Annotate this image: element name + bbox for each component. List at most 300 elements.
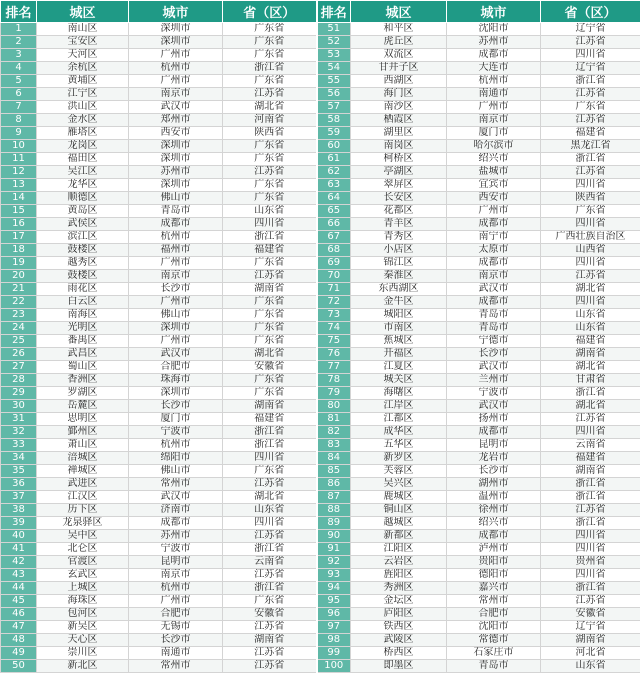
cell-district-right: 湖里区 — [351, 127, 447, 140]
cell-province-left: 四川省 — [223, 452, 317, 465]
cell-city-left: 广州市 — [129, 335, 223, 348]
cell-city-right: 成都市 — [447, 426, 541, 439]
cell-province-left: 广东省 — [223, 387, 317, 400]
cell-city-right: 兰州市 — [447, 374, 541, 387]
cell-province-right: 湖南省 — [541, 634, 640, 647]
cell-city-left: 深圳市 — [129, 23, 223, 36]
header-district-right: 城区 — [351, 1, 447, 23]
cell-district-left: 崇川区 — [37, 647, 129, 660]
table-row — [1, 244, 640, 257]
cell-district-left: 蜀山区 — [37, 361, 129, 374]
cell-rank-right: 98 — [317, 634, 351, 647]
cell-city-left: 南京市 — [129, 270, 223, 283]
cell-district-left: 金水区 — [37, 114, 129, 127]
cell-rank-left: 12 — [1, 166, 37, 179]
cell-district-left: 余杭区 — [37, 62, 129, 75]
cell-province-left: 江苏省 — [223, 530, 317, 543]
table-row — [1, 75, 640, 88]
cell-district-left: 吴江区 — [37, 166, 129, 179]
cell-rank-right: 90 — [317, 530, 351, 543]
cell-city-left: 佛山市 — [129, 465, 223, 478]
cell-city-right: 哈尔滨市 — [447, 140, 541, 153]
cell-province-right: 山西省 — [541, 244, 640, 257]
cell-province-left: 广东省 — [223, 335, 317, 348]
table-row — [1, 127, 640, 140]
cell-province-left: 浙江省 — [223, 582, 317, 595]
cell-rank-right: 56 — [317, 88, 351, 101]
cell-province-left: 云南省 — [223, 556, 317, 569]
cell-city-left: 深圳市 — [129, 153, 223, 166]
table-row — [1, 322, 640, 335]
cell-city-left: 深圳市 — [129, 387, 223, 400]
cell-province-left: 广东省 — [223, 595, 317, 608]
table-row — [1, 478, 640, 491]
table-row — [1, 335, 640, 348]
cell-district-left: 龙华区 — [37, 179, 129, 192]
header-province-left: 省（区） — [223, 1, 317, 23]
cell-rank-left: 48 — [1, 634, 37, 647]
cell-province-right: 辽宁省 — [541, 62, 640, 75]
table-row — [1, 660, 640, 673]
cell-city-right: 太原市 — [447, 244, 541, 257]
cell-city-right: 武汉市 — [447, 400, 541, 413]
cell-rank-right: 83 — [317, 439, 351, 452]
cell-city-left: 成都市 — [129, 517, 223, 530]
cell-district-left: 光明区 — [37, 322, 129, 335]
table-row — [1, 348, 640, 361]
cell-city-left: 武汉市 — [129, 491, 223, 504]
cell-city-left: 佛山市 — [129, 309, 223, 322]
cell-city-right: 合肥市 — [447, 608, 541, 621]
cell-district-right: 江都区 — [351, 413, 447, 426]
cell-rank-right: 61 — [317, 153, 351, 166]
table-row — [1, 101, 640, 114]
cell-city-left: 杭州市 — [129, 439, 223, 452]
cell-province-left: 江苏省 — [223, 660, 317, 673]
cell-district-right: 铜山区 — [351, 504, 447, 517]
cell-rank-left: 3 — [1, 49, 37, 62]
cell-district-left: 海珠区 — [37, 595, 129, 608]
cell-city-left: 苏州市 — [129, 530, 223, 543]
cell-city-right: 扬州市 — [447, 413, 541, 426]
cell-city-left: 武汉市 — [129, 348, 223, 361]
table-row — [1, 309, 640, 322]
cell-province-left: 广东省 — [223, 36, 317, 49]
cell-city-left: 广州市 — [129, 296, 223, 309]
cell-rank-left: 32 — [1, 426, 37, 439]
cell-city-right: 南京市 — [447, 270, 541, 283]
cell-province-left: 广东省 — [223, 309, 317, 322]
cell-district-left: 新吴区 — [37, 621, 129, 634]
cell-rank-right: 100 — [317, 660, 351, 673]
cell-province-left: 广东省 — [223, 192, 317, 205]
cell-district-left: 黄岛区 — [37, 205, 129, 218]
table-row — [1, 530, 640, 543]
cell-province-left: 河南省 — [223, 114, 317, 127]
cell-city-right: 青岛市 — [447, 660, 541, 673]
cell-district-right: 庐阳区 — [351, 608, 447, 621]
cell-district-right: 虎丘区 — [351, 36, 447, 49]
cell-district-right: 柯桥区 — [351, 153, 447, 166]
cell-province-right: 四川省 — [541, 49, 640, 62]
cell-province-right: 广西壮族自治区 — [541, 231, 640, 244]
cell-city-left: 青岛市 — [129, 205, 223, 218]
cell-province-right: 四川省 — [541, 296, 640, 309]
cell-city-right: 龙岩市 — [447, 452, 541, 465]
cell-district-left: 洪山区 — [37, 101, 129, 114]
cell-city-right: 成都市 — [447, 296, 541, 309]
cell-province-right: 浙江省 — [541, 517, 640, 530]
cell-city-right: 成都市 — [447, 49, 541, 62]
cell-district-left: 新北区 — [37, 660, 129, 673]
cell-rank-left: 24 — [1, 322, 37, 335]
cell-city-left: 杭州市 — [129, 231, 223, 244]
cell-district-right: 市南区 — [351, 322, 447, 335]
cell-province-right: 湖南省 — [541, 348, 640, 361]
cell-province-right: 浙江省 — [541, 478, 640, 491]
cell-rank-right: 71 — [317, 283, 351, 296]
cell-city-right: 武汉市 — [447, 361, 541, 374]
table-row — [1, 439, 640, 452]
cell-city-left: 广州市 — [129, 595, 223, 608]
cell-district-left: 龙泉驿区 — [37, 517, 129, 530]
cell-city-left: 佛山市 — [129, 192, 223, 205]
cell-rank-left: 35 — [1, 465, 37, 478]
cell-district-right: 南沙区 — [351, 101, 447, 114]
table-row — [1, 270, 640, 283]
cell-rank-left: 31 — [1, 413, 37, 426]
table-row — [1, 361, 640, 374]
cell-rank-right: 62 — [317, 166, 351, 179]
cell-rank-right: 91 — [317, 543, 351, 556]
cell-district-right: 成华区 — [351, 426, 447, 439]
cell-province-right: 江苏省 — [541, 114, 640, 127]
cell-district-right: 甘井子区 — [351, 62, 447, 75]
cell-city-left: 武汉市 — [129, 101, 223, 114]
cell-rank-right: 97 — [317, 621, 351, 634]
table-row — [1, 465, 640, 478]
cell-rank-left: 14 — [1, 192, 37, 205]
cell-rank-right: 78 — [317, 374, 351, 387]
cell-rank-right: 96 — [317, 608, 351, 621]
cell-district-left: 玄武区 — [37, 569, 129, 582]
header-province-right: 省（区） — [541, 1, 640, 23]
cell-district-right: 花都区 — [351, 205, 447, 218]
cell-rank-right: 53 — [317, 49, 351, 62]
cell-rank-right: 85 — [317, 465, 351, 478]
cell-district-left: 上城区 — [37, 582, 129, 595]
cell-district-right: 芙蓉区 — [351, 465, 447, 478]
cell-rank-left: 36 — [1, 478, 37, 491]
cell-rank-left: 26 — [1, 348, 37, 361]
cell-city-left: 合肥市 — [129, 361, 223, 374]
cell-district-left: 南海区 — [37, 309, 129, 322]
cell-province-left: 广东省 — [223, 296, 317, 309]
cell-rank-left: 16 — [1, 218, 37, 231]
cell-city-right: 厦门市 — [447, 127, 541, 140]
cell-province-left: 安徽省 — [223, 361, 317, 374]
cell-city-right: 石家庄市 — [447, 647, 541, 660]
cell-city-right: 青岛市 — [447, 309, 541, 322]
cell-district-left: 思明区 — [37, 413, 129, 426]
cell-rank-left: 22 — [1, 296, 37, 309]
cell-city-right: 南通市 — [447, 88, 541, 101]
table-row — [1, 205, 640, 218]
cell-province-right: 甘肃省 — [541, 374, 640, 387]
cell-city-left: 宁波市 — [129, 426, 223, 439]
cell-rank-right: 87 — [317, 491, 351, 504]
cell-rank-right: 64 — [317, 192, 351, 205]
cell-district-right: 江阳区 — [351, 543, 447, 556]
cell-rank-right: 69 — [317, 257, 351, 270]
cell-city-right: 西安市 — [447, 192, 541, 205]
cell-rank-left: 42 — [1, 556, 37, 569]
cell-city-right: 贵阳市 — [447, 556, 541, 569]
cell-rank-right: 84 — [317, 452, 351, 465]
cell-city-left: 成都市 — [129, 218, 223, 231]
table-row — [1, 23, 640, 36]
cell-city-left: 苏州市 — [129, 166, 223, 179]
cell-district-left: 罗湖区 — [37, 387, 129, 400]
cell-district-left: 番禺区 — [37, 335, 129, 348]
cell-province-left: 广东省 — [223, 374, 317, 387]
cell-rank-left: 28 — [1, 374, 37, 387]
cell-province-right: 四川省 — [541, 543, 640, 556]
cell-district-left: 鼓楼区 — [37, 244, 129, 257]
cell-rank-right: 95 — [317, 595, 351, 608]
cell-province-left: 四川省 — [223, 218, 317, 231]
cell-province-left: 四川省 — [223, 517, 317, 530]
cell-province-right: 广东省 — [541, 101, 640, 114]
cell-rank-left: 45 — [1, 595, 37, 608]
cell-city-right: 绍兴市 — [447, 517, 541, 530]
cell-rank-right: 75 — [317, 335, 351, 348]
cell-province-right: 福建省 — [541, 127, 640, 140]
cell-district-right: 亭湖区 — [351, 166, 447, 179]
cell-city-left: 深圳市 — [129, 140, 223, 153]
cell-district-left: 顺德区 — [37, 192, 129, 205]
cell-province-right: 浙江省 — [541, 387, 640, 400]
cell-district-left: 历下区 — [37, 504, 129, 517]
cell-city-left: 常州市 — [129, 660, 223, 673]
cell-province-left: 广东省 — [223, 153, 317, 166]
cell-city-right: 长沙市 — [447, 348, 541, 361]
cell-district-right: 新罗区 — [351, 452, 447, 465]
table-row — [1, 569, 640, 582]
cell-province-left: 江苏省 — [223, 478, 317, 491]
cell-rank-left: 9 — [1, 127, 37, 140]
table-row — [1, 283, 640, 296]
cell-district-left: 武进区 — [37, 478, 129, 491]
cell-province-right: 四川省 — [541, 179, 640, 192]
cell-province-left: 浙江省 — [223, 543, 317, 556]
cell-city-right: 宁波市 — [447, 387, 541, 400]
cell-district-left: 越秀区 — [37, 257, 129, 270]
cell-province-right: 浙江省 — [541, 582, 640, 595]
cell-province-right: 江苏省 — [541, 504, 640, 517]
table-row — [1, 296, 640, 309]
cell-province-left: 湖北省 — [223, 491, 317, 504]
header-rank-right: 排名 — [317, 1, 351, 23]
cell-province-left: 江苏省 — [223, 647, 317, 660]
cell-district-right: 青羊区 — [351, 218, 447, 231]
cell-rank-left: 37 — [1, 491, 37, 504]
cell-rank-left: 21 — [1, 283, 37, 296]
cell-district-left: 武昌区 — [37, 348, 129, 361]
cell-district-left: 黄埔区 — [37, 75, 129, 88]
cell-rank-right: 72 — [317, 296, 351, 309]
cell-district-left: 雨花区 — [37, 283, 129, 296]
cell-rank-right: 60 — [317, 140, 351, 153]
table-row — [1, 166, 640, 179]
cell-rank-left: 50 — [1, 660, 37, 673]
table-row — [1, 647, 640, 660]
cell-city-left: 南通市 — [129, 647, 223, 660]
cell-rank-right: 74 — [317, 322, 351, 335]
cell-province-right: 湖北省 — [541, 361, 640, 374]
cell-rank-left: 33 — [1, 439, 37, 452]
cell-city-left: 南京市 — [129, 569, 223, 582]
cell-city-left: 宁波市 — [129, 543, 223, 556]
cell-city-right: 沈阳市 — [447, 23, 541, 36]
cell-city-left: 杭州市 — [129, 582, 223, 595]
cell-province-right: 福建省 — [541, 452, 640, 465]
table-row — [1, 595, 640, 608]
cell-city-left: 厦门市 — [129, 413, 223, 426]
cell-district-left: 龙岗区 — [37, 140, 129, 153]
cell-district-right: 即墨区 — [351, 660, 447, 673]
cell-district-right: 开福区 — [351, 348, 447, 361]
cell-province-left: 湖南省 — [223, 283, 317, 296]
header-district-left: 城区 — [37, 1, 129, 23]
cell-rank-right: 79 — [317, 387, 351, 400]
cell-rank-right: 66 — [317, 218, 351, 231]
cell-province-left: 江苏省 — [223, 166, 317, 179]
cell-province-right: 江苏省 — [541, 88, 640, 101]
cell-rank-left: 38 — [1, 504, 37, 517]
cell-city-left: 珠海市 — [129, 374, 223, 387]
cell-district-right: 金牛区 — [351, 296, 447, 309]
cell-province-right: 黑龙江省 — [541, 140, 640, 153]
table-row — [1, 153, 640, 166]
header-rank-left: 排名 — [1, 1, 37, 23]
cell-city-right: 成都市 — [447, 218, 541, 231]
cell-city-right: 南宁市 — [447, 231, 541, 244]
cell-province-left: 江苏省 — [223, 621, 317, 634]
cell-district-left: 宝安区 — [37, 36, 129, 49]
cell-city-right: 杭州市 — [447, 75, 541, 88]
cell-rank-right: 52 — [317, 36, 351, 49]
cell-district-left: 香洲区 — [37, 374, 129, 387]
table-row — [1, 452, 640, 465]
cell-province-right: 广东省 — [541, 205, 640, 218]
cell-district-left: 萧山区 — [37, 439, 129, 452]
cell-rank-right: 57 — [317, 101, 351, 114]
table-row — [1, 36, 640, 49]
cell-district-right: 东西湖区 — [351, 283, 447, 296]
header-city-right: 城市 — [447, 1, 541, 23]
cell-rank-right: 51 — [317, 23, 351, 36]
cell-rank-left: 29 — [1, 387, 37, 400]
cell-city-left: 深圳市 — [129, 36, 223, 49]
table-row — [1, 387, 640, 400]
cell-province-right: 四川省 — [541, 530, 640, 543]
cell-district-left: 天河区 — [37, 49, 129, 62]
cell-province-right: 辽宁省 — [541, 23, 640, 36]
cell-rank-left: 17 — [1, 231, 37, 244]
cell-province-left: 陕西省 — [223, 127, 317, 140]
cell-province-left: 湖北省 — [223, 101, 317, 114]
table-row — [1, 62, 640, 75]
cell-rank-left: 5 — [1, 75, 37, 88]
cell-city-right: 嘉兴市 — [447, 582, 541, 595]
cell-rank-left: 44 — [1, 582, 37, 595]
cell-district-left: 雁塔区 — [37, 127, 129, 140]
table-body — [1, 23, 640, 673]
cell-district-left: 涪城区 — [37, 452, 129, 465]
cell-rank-left: 27 — [1, 361, 37, 374]
cell-province-right: 湖南省 — [541, 465, 640, 478]
table-row — [1, 231, 640, 244]
table-row — [1, 140, 640, 153]
table-row — [1, 504, 640, 517]
cell-province-left: 江苏省 — [223, 569, 317, 582]
cell-province-right: 福建省 — [541, 335, 640, 348]
cell-rank-right: 86 — [317, 478, 351, 491]
cell-district-right: 长安区 — [351, 192, 447, 205]
cell-rank-left: 39 — [1, 517, 37, 530]
cell-city-left: 广州市 — [129, 49, 223, 62]
cell-city-left: 昆明市 — [129, 556, 223, 569]
cell-city-right: 宁德市 — [447, 335, 541, 348]
cell-district-left: 北仑区 — [37, 543, 129, 556]
table-row — [1, 582, 640, 595]
cell-province-right: 四川省 — [541, 426, 640, 439]
cell-city-right: 盐城市 — [447, 166, 541, 179]
table-row — [1, 426, 640, 439]
cell-district-right: 南岗区 — [351, 140, 447, 153]
cell-province-right: 湖北省 — [541, 283, 640, 296]
cell-province-left: 江苏省 — [223, 88, 317, 101]
cell-district-right: 旌阳区 — [351, 569, 447, 582]
cell-province-right: 江苏省 — [541, 270, 640, 283]
cell-district-right: 蕉城区 — [351, 335, 447, 348]
cell-rank-left: 49 — [1, 647, 37, 660]
cell-province-right: 江苏省 — [541, 166, 640, 179]
cell-rank-right: 94 — [317, 582, 351, 595]
cell-rank-right: 76 — [317, 348, 351, 361]
cell-district-left: 江宁区 — [37, 88, 129, 101]
cell-city-right: 南京市 — [447, 114, 541, 127]
header-city-left: 城市 — [129, 1, 223, 23]
cell-rank-right: 67 — [317, 231, 351, 244]
cell-city-right: 青岛市 — [447, 322, 541, 335]
table-row — [1, 400, 640, 413]
table-row — [1, 634, 640, 647]
cell-city-left: 杭州市 — [129, 62, 223, 75]
cell-city-left: 南京市 — [129, 88, 223, 101]
cell-district-right: 秦淮区 — [351, 270, 447, 283]
cell-rank-left: 41 — [1, 543, 37, 556]
cell-rank-left: 30 — [1, 400, 37, 413]
cell-province-right: 山东省 — [541, 309, 640, 322]
cell-province-left: 广东省 — [223, 257, 317, 270]
cell-province-left: 浙江省 — [223, 62, 317, 75]
table-row — [1, 517, 640, 530]
table-row — [1, 543, 640, 556]
cell-rank-right: 58 — [317, 114, 351, 127]
cell-district-left: 天心区 — [37, 634, 129, 647]
